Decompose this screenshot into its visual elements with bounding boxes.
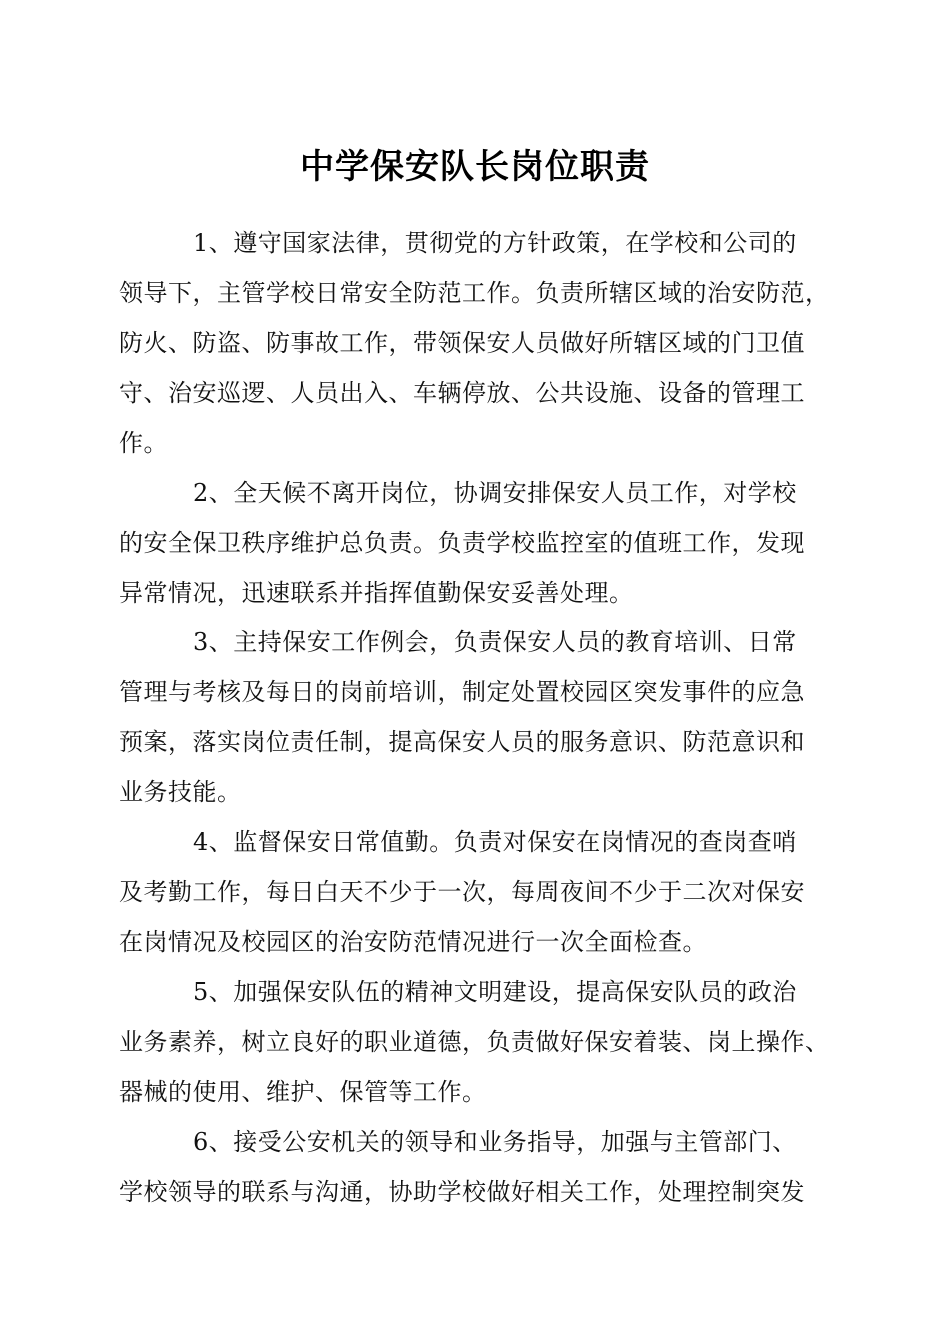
paragraph-1-line-2: 领导下，主管学校日常安全防范工作。负责所辖区域的治安防范， bbox=[119, 279, 830, 307]
paragraph-6-line-1: 6、接受公安机关的领导和业务指导，加强与主管部门、 bbox=[193, 1128, 797, 1156]
paragraph-1-line-4: 守、治安巡逻、人员出入、车辆停放、公共设施、设备的管理工 bbox=[119, 379, 805, 407]
paragraph-1-line-1: 1、遵守国家法律，贯彻党的方针政策，在学校和公司的 bbox=[193, 229, 797, 257]
paragraph-2-line-2: 的安全保卫秩序维护总负责。负责学校监控室的值班工作，发现 bbox=[119, 529, 805, 557]
paragraph-4-line-3: 在岗情况及校园区的治安防范情况进行一次全面检查。 bbox=[119, 928, 707, 956]
paragraph-5-line-1: 5、加强保安队伍的精神文明建设，提高保安队员的政治 bbox=[193, 978, 797, 1006]
document-title: 中学保安队长岗位职责 bbox=[300, 147, 650, 187]
paragraph-3-line-2: 管理与考核及每日的岗前培训，制定处置校园区突发事件的应急 bbox=[119, 678, 805, 706]
paragraph-5-line-3: 器械的使用、维护、保管等工作。 bbox=[119, 1078, 487, 1106]
paragraph-5-line-2: 业务素养，树立良好的职业道德，负责做好保安着装、岗上操作、 bbox=[119, 1028, 830, 1056]
paragraph-3-line-1: 3、主持保安工作例会，负责保安人员的教育培训、日常 bbox=[193, 628, 797, 656]
paragraph-2-line-3: 异常情况，迅速联系并指挥值勤保安妥善处理。 bbox=[119, 579, 634, 607]
paragraph-2-line-1: 2、全天候不离开岗位，协调安排保安人员工作，对学校 bbox=[193, 479, 797, 507]
paragraph-3-line-3: 预案，落实岗位责任制，提高保安人员的服务意识、防范意识和 bbox=[119, 728, 805, 756]
paragraph-6-line-2: 学校领导的联系与沟通，协助学校做好相关工作，处理控制突发 bbox=[119, 1178, 805, 1206]
paragraph-4-line-1: 4、监督保安日常值勤。负责对保安在岗情况的查岗查哨 bbox=[193, 828, 797, 856]
paragraph-1-line-5: 作。 bbox=[119, 429, 168, 457]
paragraph-1-line-3: 防火、防盗、防事故工作，带领保安人员做好所辖区域的门卫值 bbox=[119, 329, 805, 357]
paragraph-3-line-4: 业务技能。 bbox=[119, 778, 242, 806]
paragraph-4-line-2: 及考勤工作，每日白天不少于一次，每周夜间不少于二次对保安 bbox=[119, 878, 805, 906]
